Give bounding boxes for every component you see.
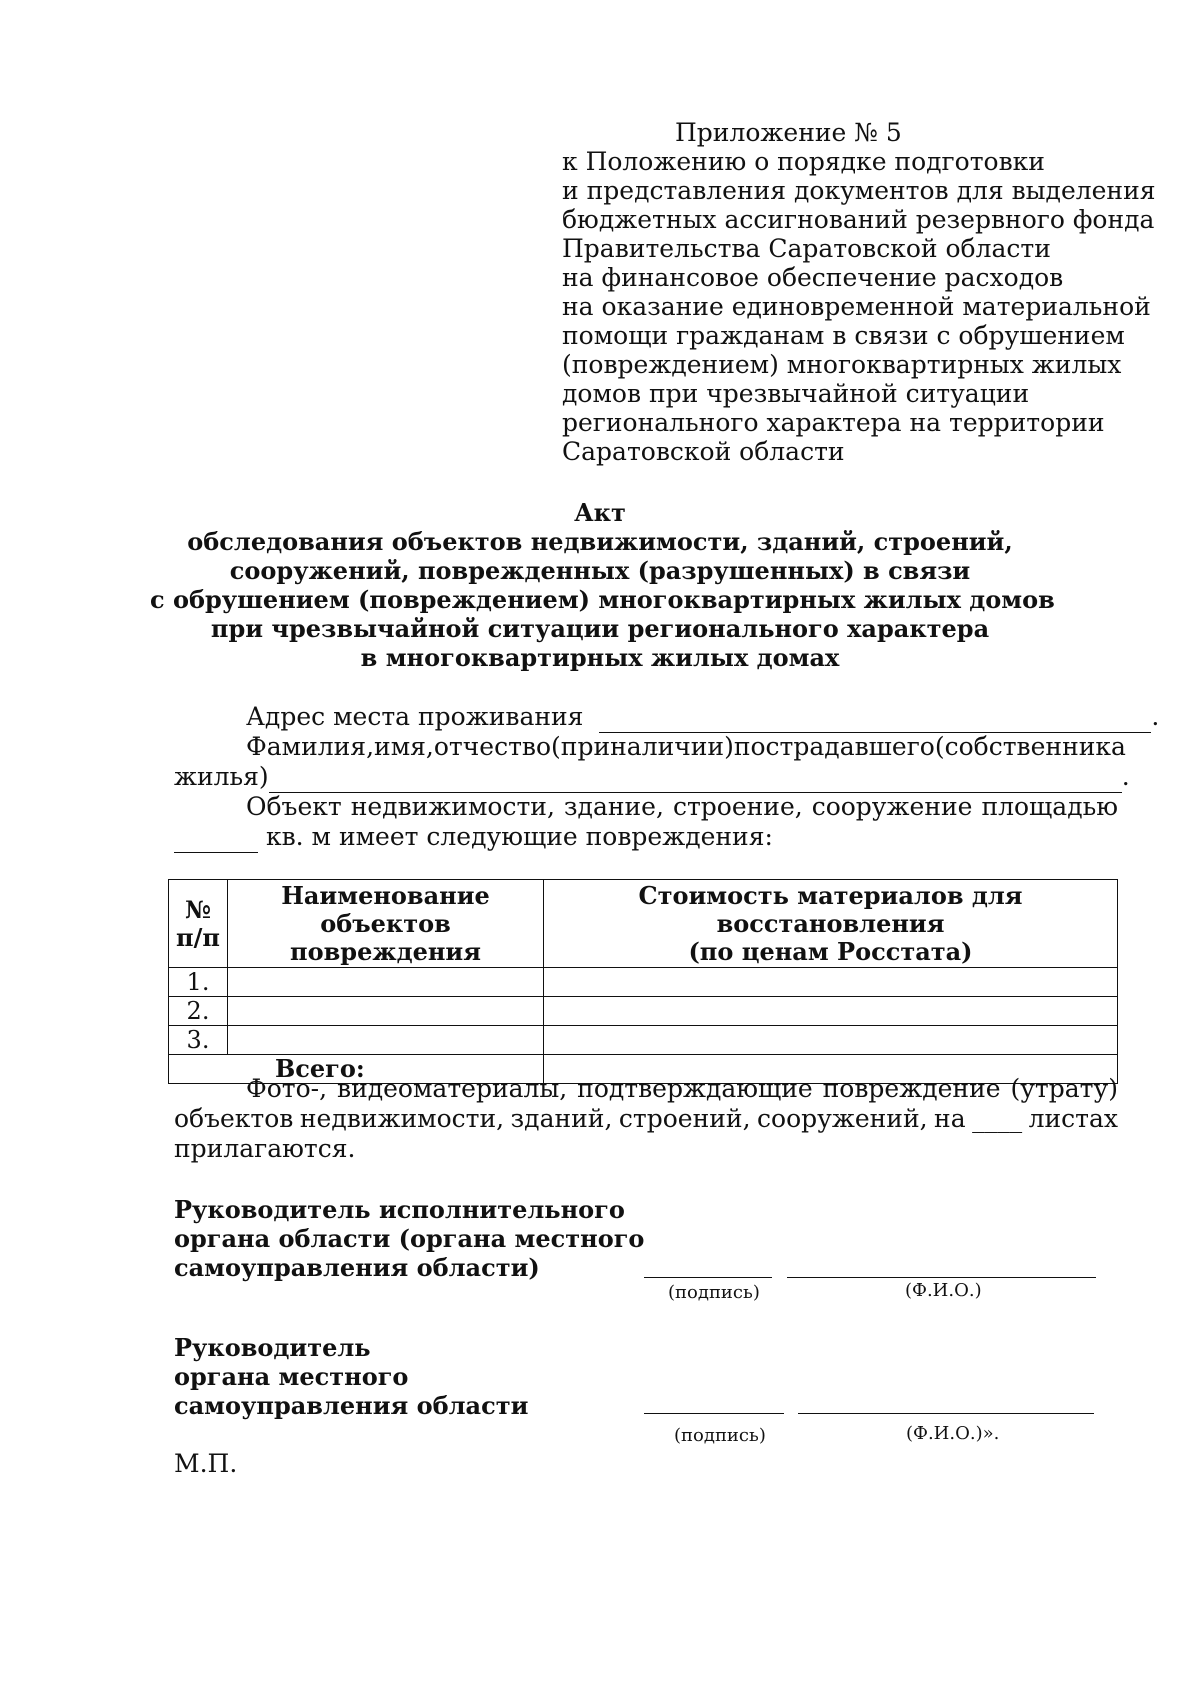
victim-name-field[interactable] <box>269 762 1122 793</box>
appendix-line: домов при чрезвычайной ситуации <box>562 379 1030 408</box>
col-header-name: Наименование объектов повреждения <box>228 880 544 968</box>
appendix-line: регионального характера на территории <box>562 408 1105 437</box>
photo-word: зданий, <box>510 1104 613 1133</box>
signer1-fio-line[interactable] <box>787 1277 1096 1278</box>
photo-word: видеоматериалы, <box>337 1074 568 1103</box>
table-row <box>169 1026 1118 1055</box>
row-number: 1. <box>169 968 228 997</box>
appendix-number: Приложение № 5 <box>675 118 902 147</box>
name-word: пострадавшего <box>733 732 935 761</box>
row-number: 3. <box>169 1026 228 1055</box>
table-row <box>169 997 1118 1026</box>
signer2-title: Руководитель органа местного самоуправления области <box>174 1333 529 1420</box>
address-label: Адрес места проживания <box>246 702 584 731</box>
act-heading: Акт <box>574 498 626 527</box>
act-title-line: в многоквартирных жилых домах <box>360 643 840 672</box>
form-fields <box>174 702 1160 852</box>
photo-word: объектов <box>174 1104 294 1133</box>
row-cost-cell[interactable] <box>544 997 1118 1026</box>
area-row <box>174 822 1118 852</box>
signer2-sign-caption: (подпись) <box>674 1425 766 1446</box>
row-name-cell[interactable] <box>228 997 544 1026</box>
photo-word: (утрату) <box>1010 1074 1118 1103</box>
table-row <box>169 968 1118 997</box>
photo-word: сооружений, <box>757 1104 928 1133</box>
signer1-sign-caption: (подпись) <box>668 1282 760 1303</box>
address-field[interactable] <box>599 702 1151 733</box>
signer2-signature-line[interactable] <box>644 1413 784 1414</box>
object-word: площадью <box>981 792 1118 821</box>
name-cont-row: жилья) . <box>174 762 1130 791</box>
photo-line3: прилагаются. <box>174 1134 356 1163</box>
photo-word: подтверждающие <box>577 1074 813 1103</box>
photo-word: на <box>934 1104 966 1133</box>
object-word: здание, <box>563 792 664 821</box>
photo-word: повреждение <box>822 1074 1001 1103</box>
photo-word: недвижимости, <box>299 1104 505 1133</box>
signer1-fio-caption: (Ф.И.О.) <box>905 1280 982 1301</box>
photo-word: строений, <box>618 1104 751 1133</box>
object-word: сооружение <box>811 792 973 821</box>
col-header-cost: Стоимость материалов для восстановления (по ценам Росстата) <box>544 880 1118 968</box>
signer2-fio-caption: (Ф.И.О.)». <box>906 1423 1000 1444</box>
col-header-num: № п/п <box>169 880 228 968</box>
name-cont-label: жилья) <box>174 762 269 791</box>
appendix-line: Правительства Саратовской области <box>562 234 1051 263</box>
appendix-line: к Положению о порядке подготовки <box>562 147 1045 176</box>
row-name-cell[interactable] <box>228 1026 544 1055</box>
appendix-line: Саратовской области <box>562 437 845 466</box>
row-cost-cell[interactable] <box>544 1026 1118 1055</box>
area-unit-text: кв. м имеет следующие повреждения: <box>265 822 773 851</box>
name-word: (собственника <box>934 732 1126 761</box>
object-word: Объект <box>246 792 342 821</box>
name-row <box>174 732 1126 762</box>
name-word: наличии) <box>610 732 734 761</box>
object-word: строение, <box>672 792 803 821</box>
act-title-line: сооружений, поврежденных (разрушенных) в связи <box>229 556 971 585</box>
object-word: недвижимости, <box>350 792 555 821</box>
signer1-signature-line[interactable] <box>644 1277 772 1278</box>
row-name-cell[interactable] <box>228 968 544 997</box>
photo-word: листах <box>1028 1104 1118 1133</box>
appendix-line: на оказание единовременной материальной <box>562 292 1151 321</box>
row-number: 2. <box>169 997 228 1026</box>
total-label: Всего: <box>169 1055 544 1084</box>
appendix-block <box>562 118 1156 466</box>
appendix-line: на финансовое обеспечение расходов <box>562 263 1064 292</box>
appendix-line: бюджетных ассигнований резервного фонда <box>562 205 1155 234</box>
act-title <box>150 498 1055 672</box>
signer2-fio-line[interactable] <box>798 1413 1094 1414</box>
name-word: (при <box>551 732 611 761</box>
row-cost-cell[interactable] <box>544 968 1118 997</box>
appendix-line: помощи гражданам в связи с обрушением <box>562 321 1125 350</box>
name-word: отчество <box>433 732 552 761</box>
appendix-line: (повреждением) многоквартирных жилых <box>562 350 1122 379</box>
table-header-row <box>169 880 1118 968</box>
stamp-place: М.П. <box>174 1449 238 1478</box>
act-title-line: обследования объектов недвижимости, зданий, строений, <box>187 527 1013 556</box>
name-word: имя, <box>374 732 434 761</box>
act-title-line: с обрушением (повреждением) многоквартирных жилых домов <box>150 585 1055 614</box>
act-title-line: при чрезвычайной ситуации регионального характера <box>210 614 990 643</box>
object-row <box>174 792 1118 822</box>
photo-word: Фото-, <box>246 1074 328 1103</box>
photo-paragraph <box>174 1074 1118 1164</box>
area-field[interactable] <box>174 822 258 853</box>
damage-table <box>168 879 1118 1084</box>
name-word: Фамилия, <box>246 732 375 761</box>
sheets-count-field[interactable]: ____ <box>972 1104 1023 1133</box>
address-row: Адрес места проживания . <box>246 702 1160 731</box>
appendix-line: и представления документов для выделения <box>562 176 1156 205</box>
signer1-title: Руководитель исполнительного органа области (органа местного самоуправления области) <box>174 1195 645 1282</box>
